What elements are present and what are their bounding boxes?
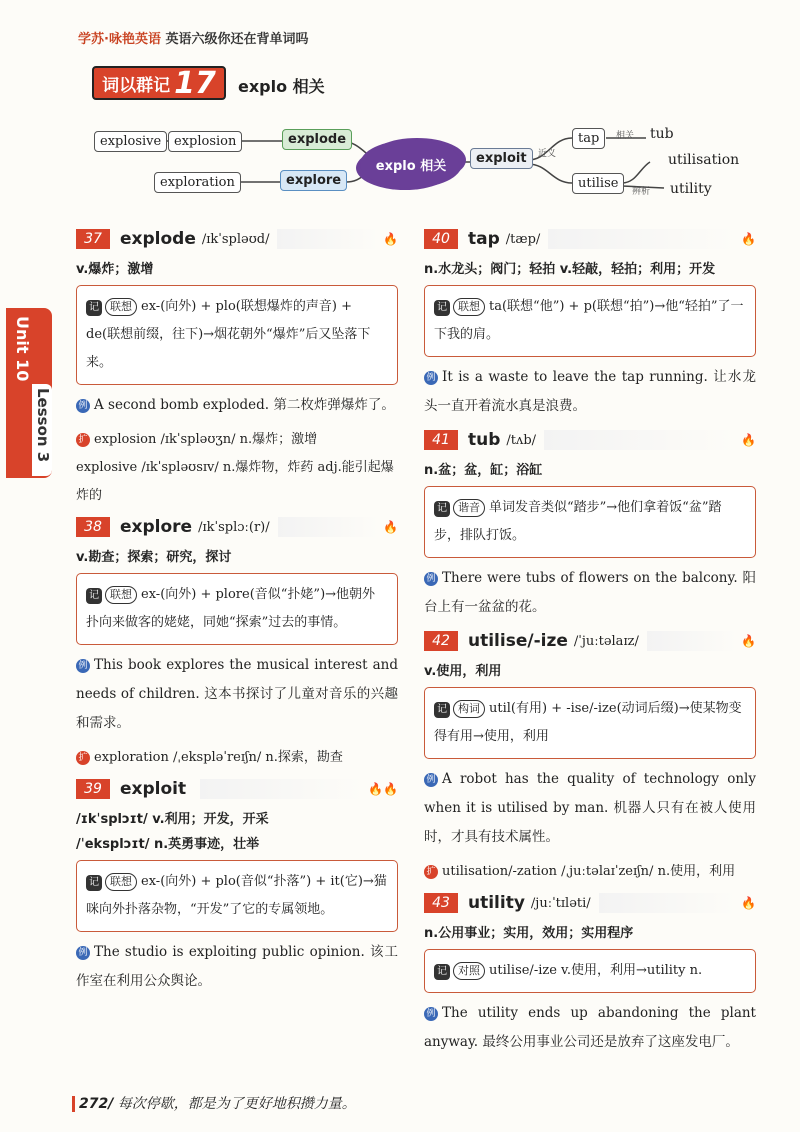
banner-number: 17	[174, 65, 216, 101]
definition: /ɪkˈsplɔɪt/ v.利用；开发，开采	[76, 812, 269, 827]
entry-39-head	[76, 776, 398, 802]
memory-icon: 记	[434, 964, 450, 980]
example-text: A second bomb exploded. 第二枚炸弹爆炸了。	[94, 397, 395, 413]
derivative-text: utilisation/-zation /ˌjuːtəlaɪˈzeɪʃn/ n.使用，利用	[442, 864, 736, 879]
label-bianxi: 辨析	[632, 187, 651, 197]
mnemonic-tag: 联想	[105, 873, 137, 891]
node-explore: explore	[280, 170, 347, 191]
definition-2: /ˈeksplɔɪt/ n.英勇事迹，壮举	[76, 837, 260, 852]
flame-icon: 🔥	[741, 634, 756, 648]
node-utility: utility	[670, 181, 712, 197]
mnemonic-tag: 联想	[105, 298, 137, 316]
headword: tub	[468, 430, 501, 450]
example-icon: 例	[76, 659, 90, 673]
entry-38-head	[76, 514, 398, 540]
label-xiangguan: 相关	[616, 131, 635, 141]
page-number: 272/	[72, 1096, 113, 1112]
derivative	[424, 858, 756, 886]
lesson-label: Lesson 3	[32, 384, 52, 476]
headword: exploit	[120, 779, 187, 799]
memory-icon: 记	[86, 300, 102, 316]
flame-icon: 🔥🔥	[368, 782, 398, 796]
derivative-text: explosion /ɪkˈspləʊʒn/ n.爆炸；激增	[94, 432, 318, 447]
memory-icon: 记	[86, 875, 102, 891]
title-bar-fade	[277, 229, 379, 249]
example-text: The studio is exploiting public opinion. 该工作室在利用公众舆论。	[76, 944, 398, 989]
derivative-icon: 扩	[76, 433, 90, 447]
entry-number: 43	[424, 893, 458, 913]
title-bar-fade	[278, 517, 379, 537]
example-icon: 例	[424, 1007, 438, 1021]
example-text: It is a waste to leave the tap running. 让水龙头一直开着流水真是浪费。	[424, 369, 756, 414]
memory-icon: 记	[434, 501, 450, 517]
example	[424, 999, 756, 1057]
entry-37-head	[76, 226, 398, 252]
headword: utility	[468, 893, 525, 913]
mnemonic-box	[76, 860, 398, 932]
entry-number: 40	[424, 229, 458, 249]
derivative	[76, 744, 398, 772]
mnemonic-tag: 对照	[453, 962, 485, 980]
label-jinyi: 近义	[538, 149, 557, 159]
title-bar-fade	[647, 631, 737, 651]
mnemonic-tag: 谐音	[453, 499, 485, 517]
title-bar-fade	[599, 893, 737, 913]
mnemonic-text: 单词发音类似“踏步”→他们拿着饭“盆”踏步，排队打饭。	[434, 500, 722, 543]
map-center-cloud: explo 相关	[360, 140, 462, 188]
page-footer	[72, 1093, 356, 1113]
flame-icon: 🔥	[741, 433, 756, 447]
example-text: The utility ends up abandoning the plant anyway. 最终公用事业公司还是放弃了这座发电厂。	[424, 1005, 756, 1050]
unit-label: Unit 10	[13, 316, 32, 382]
phonetic: /ɪkˈsplɔː(r)/	[198, 519, 270, 535]
derivative-icon: 扩	[76, 751, 90, 765]
example	[76, 391, 398, 420]
group-title: explo 相关	[238, 77, 325, 96]
mnemonic-box	[424, 486, 756, 558]
unit-side-tab	[6, 308, 52, 478]
derivative-icon: 扩	[424, 865, 438, 879]
example	[76, 938, 398, 996]
example-icon: 例	[76, 399, 90, 413]
headword: explore	[120, 517, 193, 537]
mnemonic-box	[424, 687, 756, 759]
mnemonic-text: ta(联想“他”) + p(联想“拍”)→他“轻拍”了一下我的肩。	[434, 299, 744, 342]
mnemonic-text: ex-(向外) + plo(音似“扑落”) + it(它)→猫咪向外扑落杂物，“开发”了它的专属领地。	[86, 874, 387, 917]
node-tub: tub	[650, 126, 674, 142]
node-explode: explode	[282, 129, 352, 150]
banner-label: 词以群记	[102, 75, 171, 96]
definition: n.盆；盆，缸；浴缸	[424, 463, 543, 478]
flame-icon: 🔥	[741, 896, 756, 910]
example	[424, 363, 756, 421]
title-bar-fade	[548, 229, 737, 249]
definition: n.公用事业；实用，效用；实用程序	[424, 926, 634, 941]
example-text: A robot has the quality of technology only when it is utilised by man. 机器人只有在被人使用时，才具有技术属性。	[424, 771, 756, 845]
derivative-text-2: explosive /ɪkˈspləʊsɪv/ n.爆炸物，炸药 adj.能引起爆炸的	[76, 460, 394, 503]
node-tap: tap	[572, 128, 605, 149]
mnemonic-text: util(有用) + -ise/-ize(动词后缀)→使某物变得有用→使用，利用	[434, 701, 742, 744]
mnemonic-box	[76, 285, 398, 385]
mnemonic-box	[424, 949, 756, 993]
mnemonic-box	[76, 573, 398, 645]
mnemonic-text: ex-(向外) + plo(联想爆炸的声音) + de(联想前缀，往下)→烟花朝外“爆炸”后又坠落下来。	[86, 299, 371, 370]
node-utilise: utilise	[572, 173, 624, 194]
node-exploit: exploit	[470, 148, 533, 169]
phonetic: /tʌb/	[506, 432, 537, 448]
node-exploration: exploration	[154, 172, 241, 193]
memory-icon: 记	[434, 702, 450, 718]
flame-icon: 🔥	[383, 232, 398, 246]
flame-icon: 🔥	[741, 232, 756, 246]
mnemonic-text: ex-(向外) + plore(音似“扑姥”)→他朝外扑向来做客的姥姥，同她“探索”过去的事情。	[86, 587, 376, 630]
node-explosive: explosive	[94, 131, 167, 152]
phonetic: /tæp/	[505, 231, 541, 247]
entry-40-head	[424, 226, 756, 252]
derivative	[76, 426, 398, 454]
example-icon: 例	[76, 946, 90, 960]
definition: v.使用，利用	[424, 664, 502, 679]
mnemonic-tag: 联想	[453, 298, 485, 316]
left-column	[76, 222, 398, 1002]
definition: v.爆炸；激增	[76, 262, 154, 277]
entry-number: 37	[76, 229, 110, 249]
example	[424, 765, 756, 852]
entry-43-head	[424, 890, 756, 916]
title-bar-fade	[544, 430, 737, 450]
mnemonic-text: utilise/-ize v.使用，利用→utility n.	[489, 963, 703, 978]
mnemonic-tag: 联想	[105, 586, 137, 604]
mnemonic-box	[424, 285, 756, 357]
definition: v.勘查；探索；研究，探讨	[76, 550, 232, 565]
brand: 学苏·咏艳英语	[78, 32, 161, 47]
example-text: There were tubs of flowers on the balcony. 阳台上有一盆盆的花。	[424, 570, 756, 615]
footer-motto: 每次停歇，都是为了更好地积攒力量。	[117, 1096, 356, 1112]
example-icon: 例	[424, 572, 438, 586]
derivative-text: exploration /ˌekspləˈreɪʃn/ n.探索，勘查	[94, 750, 343, 765]
entry-number: 39	[76, 779, 110, 799]
example-text: This book explores the musical interest and needs of children. 这本书探讨了儿童对音乐的兴趣和需求。	[76, 657, 398, 731]
node-explosion: explosion	[168, 131, 242, 152]
entry-number: 42	[424, 631, 458, 651]
example	[76, 651, 398, 738]
mnemonic-tag: 构词	[453, 700, 485, 718]
entry-41-head	[424, 427, 756, 453]
entry-number: 38	[76, 517, 110, 537]
flame-icon: 🔥	[383, 520, 398, 534]
phonetic: /ˈjuːtəlaɪz/	[573, 633, 639, 649]
book-title: 英语六级你还在背单词吗	[165, 32, 309, 47]
node-utilisation: utilisation	[668, 152, 740, 168]
phonetic: /juːˈtɪləti/	[530, 895, 591, 911]
title-bar-fade	[200, 779, 364, 799]
headword: explode	[120, 229, 196, 249]
memory-icon: 记	[434, 300, 450, 316]
entry-42-head	[424, 628, 756, 654]
headword: utilise/-ize	[468, 631, 568, 651]
example	[424, 564, 756, 622]
right-column	[424, 222, 756, 1063]
memory-icon: 记	[86, 588, 102, 604]
definition: n.水龙头；阀门；轻拍 v.轻敲，轻拍；利用；开发	[424, 262, 716, 277]
entry-number: 41	[424, 430, 458, 450]
phonetic: /ɪkˈspləʊd/	[201, 231, 270, 247]
example-icon: 例	[424, 773, 438, 787]
example-icon: 例	[424, 371, 438, 385]
headword: tap	[468, 229, 500, 249]
